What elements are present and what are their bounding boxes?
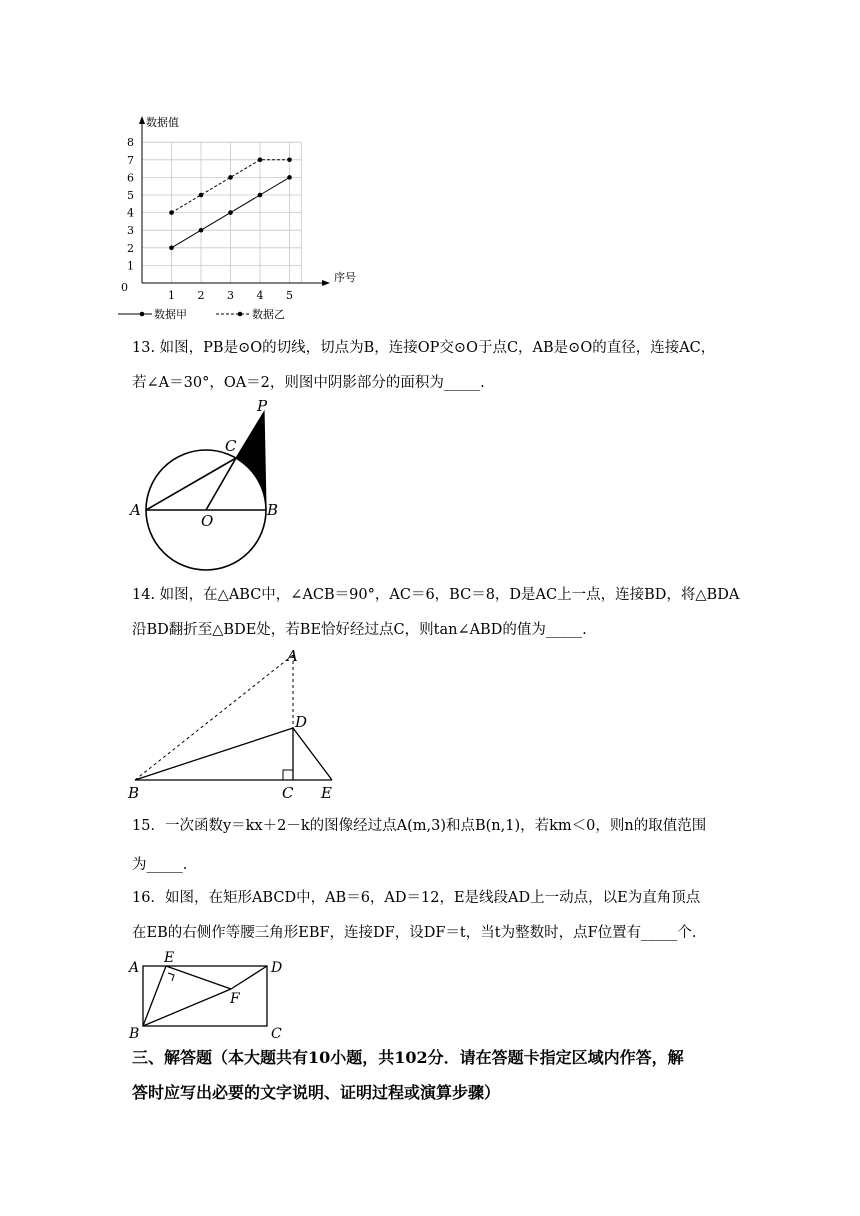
- label-a: A: [287, 647, 298, 665]
- legend-label-1: 数据甲: [154, 308, 187, 321]
- data-point: [287, 158, 292, 163]
- x-tick-label: 2: [197, 289, 205, 302]
- chart-legend: [118, 307, 285, 321]
- data-point: [169, 246, 174, 251]
- label-a: A: [129, 960, 140, 976]
- label-a: A: [130, 501, 141, 519]
- question-13-line-2: 若∠A＝30°，OA＝2，则图中阴影部分的面积为_____.: [132, 375, 485, 391]
- circle-tangent-figure: [125, 395, 295, 575]
- x-axis-label: 序号: [334, 271, 357, 284]
- label-d: D: [271, 960, 283, 976]
- legend-marker-1: [140, 312, 145, 317]
- question-15-line-1: 15．一次函数y＝kx＋2－k的图像经过点A(m,3)和点B(n,1)，若km＜0，则n的取值范围: [132, 818, 707, 834]
- data-point: [258, 193, 263, 198]
- y-axis-arrow: [139, 116, 145, 124]
- x-axis-arrow: [322, 280, 330, 286]
- question-14-line-2: 沿BD翻折至△BDE处，若BE恰好经过点C，则tan∠ABD的值为_____.: [132, 622, 587, 638]
- y-tick-label: 3: [127, 224, 134, 238]
- section-3-heading-line-1: 三、解答题（本大题共有10小题，共102分．请在答题卡指定区域内作答，解: [132, 1048, 684, 1067]
- question-15-line-2: 为_____.: [132, 857, 188, 873]
- x-tick-label: 3: [227, 289, 234, 302]
- y-tick-label: 7: [127, 153, 134, 167]
- data-point: [287, 175, 292, 180]
- question-13-line-1: 13. 如图，PB是⊙O的切线，切点为B，连接OP交⊙O于点C，AB是⊙O的直径，连接AC，: [132, 340, 716, 356]
- x-tick-label: 5: [286, 289, 293, 302]
- x-tick-label: 1: [168, 289, 175, 302]
- x-tick-label: 4: [256, 289, 264, 302]
- shaded-region: [236, 412, 266, 510]
- data-point: [258, 158, 263, 163]
- label-d: D: [295, 713, 308, 731]
- label-b: B: [267, 501, 279, 519]
- y-tick-label: 5: [127, 189, 134, 202]
- line-chart: [110, 108, 380, 328]
- question-16-line-1: 16．如图，在矩形ABCD中，AB＝6，AD＝12，E是线段AD上一动点，以E为直角顶点: [132, 890, 701, 906]
- data-point: [228, 175, 233, 180]
- chart-grid: [142, 142, 301, 283]
- triangle-fold-figure: [125, 645, 355, 805]
- legend-label-2: 数据乙: [252, 308, 285, 321]
- y-tick-label: 4: [127, 206, 134, 220]
- data-point: [169, 210, 174, 215]
- y-tick-label: 2: [127, 241, 134, 255]
- label-c: C: [225, 437, 237, 455]
- question-16-line-2: 在EB的右侧作等腰三角形EBF，连接DF，设DF＝t，当t为整数时，点F位置有_____个.: [132, 925, 697, 941]
- y-tick-label: 6: [127, 171, 134, 185]
- question-14-line-1: 14. 如图，在△ABC中，∠ACB＝90°，AC＝6，BC＝8，D是AC上一点，连接BD，将△BDA: [132, 587, 740, 603]
- y-axis-label: 数据值: [146, 116, 179, 129]
- label-e: E: [321, 784, 332, 802]
- y-tick-label: 8: [127, 136, 134, 150]
- label-c: C: [282, 784, 294, 802]
- label-c: C: [271, 1026, 282, 1042]
- origin-label: 0: [121, 281, 128, 294]
- data-point: [199, 228, 204, 233]
- label-b: B: [129, 1026, 140, 1042]
- y-tick-label: 1: [127, 259, 134, 273]
- section-3-heading-line-2: 答时应写出必要的文字说明、证明过程或演算步骤）: [132, 1083, 501, 1102]
- label-f: F: [230, 991, 240, 1007]
- data-point: [228, 210, 233, 215]
- rectangle-figure: [125, 950, 295, 1042]
- data-point: [199, 193, 204, 198]
- legend-marker-2: [238, 312, 243, 317]
- label-o: O: [201, 512, 214, 530]
- chart-axes: [121, 115, 356, 302]
- label-p: P: [257, 397, 268, 415]
- label-e: E: [164, 950, 175, 966]
- label-b: B: [128, 784, 140, 802]
